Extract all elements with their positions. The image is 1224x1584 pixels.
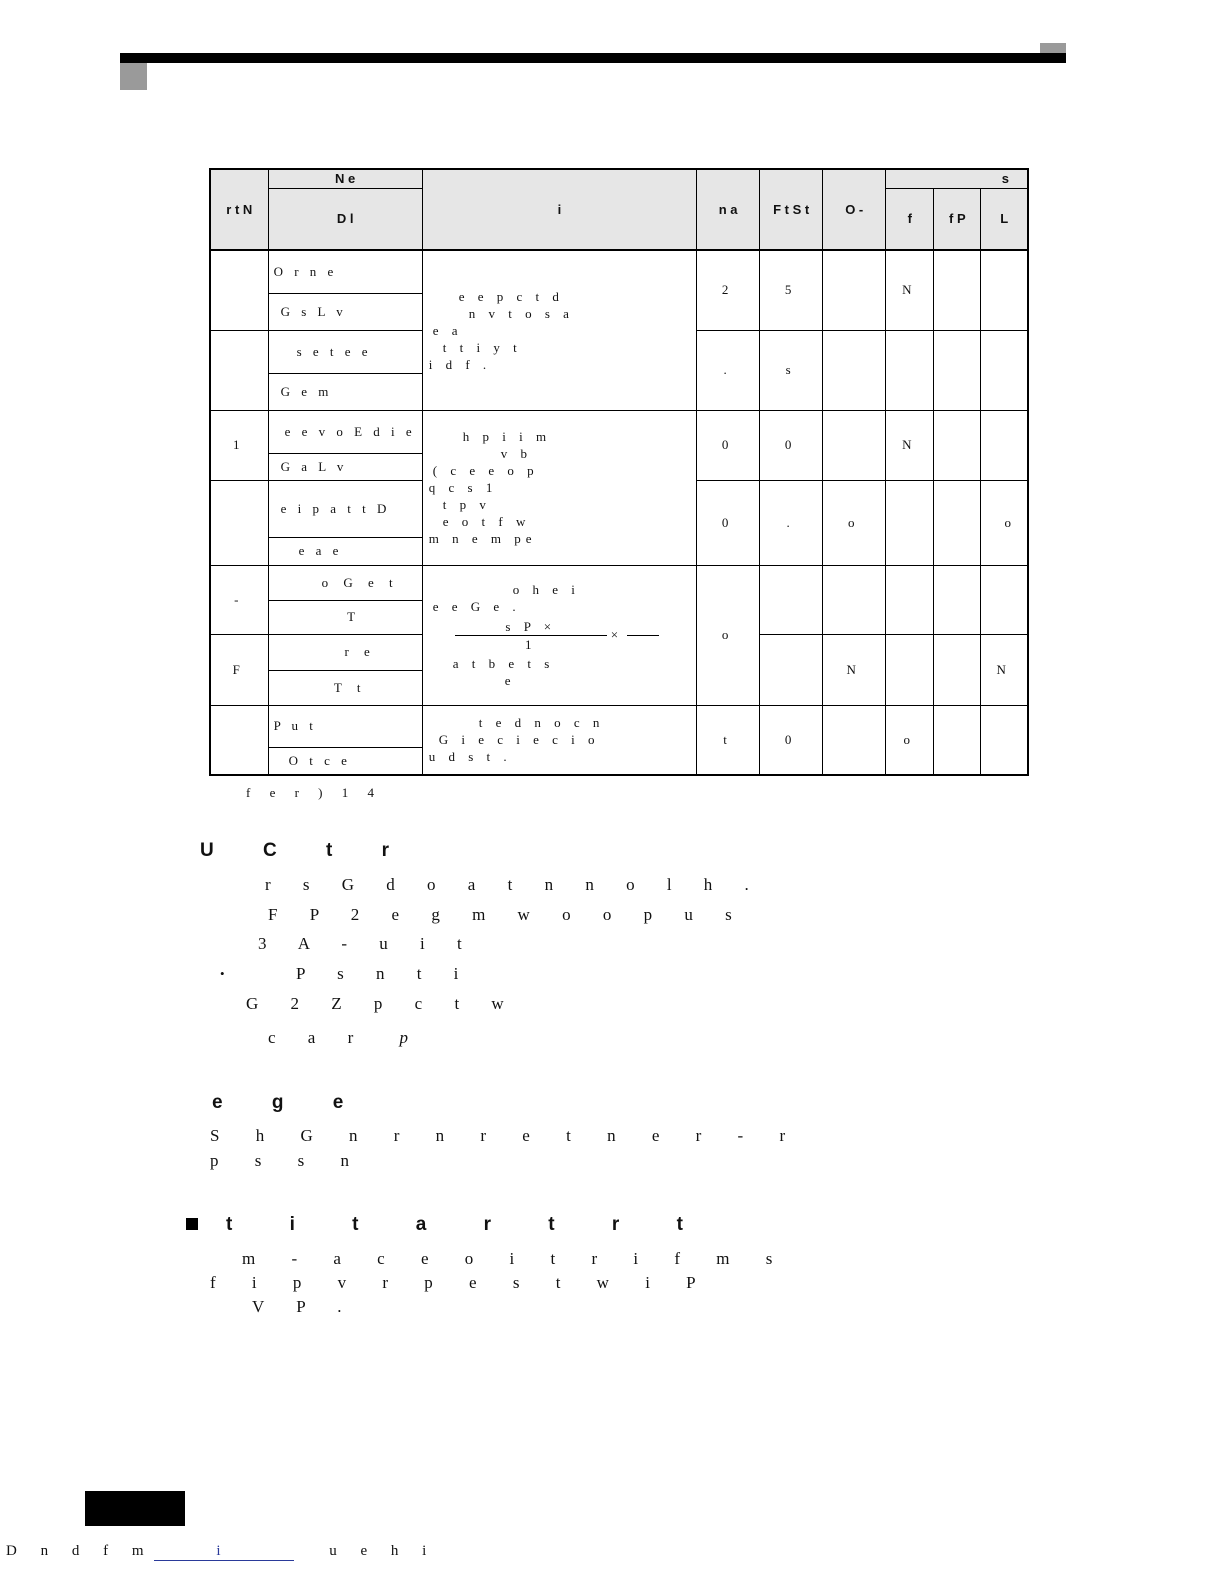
section-heading-3: t i t a r t r t [226,1214,709,1235]
desc-line: e [504,673,516,688]
header-rule [120,53,1066,63]
setting-range-cell: . [697,330,760,410]
square-bullet-icon [186,1218,198,1230]
change-during-op-cell [823,410,886,480]
formula [455,618,690,652]
setting-range-cell: o [697,565,760,705]
paragraph-text: c a r [268,1028,368,1047]
header-change-during-operation: O - [823,169,886,250]
ctrl-open-loop-cell [981,330,1028,410]
paragraph-line [268,1028,422,1048]
header-ctrl-open-loop: L [981,188,1028,250]
section-heading-1: U C t r [200,840,411,861]
ctrl-vf-cell [886,634,934,705]
header-ctrl-vf-pg: f P [934,188,981,250]
paragraph-line: F P 2 e g m w o o p u s [268,905,746,924]
paragraph-line: V P . [252,1297,356,1316]
setting-range-cell: 0 [697,480,760,565]
formula-numerator: s P × [505,619,557,634]
ctrl-vf-cell: N [886,410,934,480]
param-name-cell: o G e t [268,565,422,600]
change-during-op-cell: o [823,480,886,565]
paragraph-line: f i p v r p e s t w i P [210,1273,712,1292]
param-display-cell: G e m [268,373,422,410]
table-row [210,565,1028,600]
param-name-cell: O r n e [268,250,422,293]
ctrl-vf-cell [886,565,934,634]
ctrl-vf-pg-cell [934,705,981,775]
ctrl-open-loop-cell [981,250,1028,330]
param-no-cell: 1 [210,410,268,480]
footer-text [6,1543,436,1561]
factory-setting-cell: 0 [760,705,823,775]
paragraph-line: 3 A - u i t [258,934,476,953]
factory-setting-cell: . [760,480,823,565]
factory-setting-cell: s [760,330,823,410]
param-name-cell: P u t [268,705,422,747]
param-name-cell: s e t e e [268,330,422,373]
footer-link[interactable]: i [154,1543,294,1561]
factory-setting-cell: 0 [760,410,823,480]
setting-range-cell: 0 [697,410,760,480]
footer-text-after: u e h i [329,1543,437,1559]
desc-line: t t i y t [442,339,522,355]
change-during-op-cell [823,330,886,410]
ctrl-vf-cell: o [886,705,934,775]
desc-line: m n e m pe [428,531,537,546]
header-setting-range: n a [697,169,760,250]
param-no-cell [210,250,268,330]
desc-line: G i e c i e c i o [438,732,600,748]
param-description-cell [422,705,696,775]
desc-line: t p v [442,497,491,512]
change-during-op-cell [823,250,886,330]
header-name: N e [268,169,422,188]
ctrl-vf-cell [886,480,934,565]
desc-line: e a [432,322,463,338]
ctrl-open-loop-cell: o [981,480,1028,565]
change-during-op-cell [823,565,886,634]
header-ctrl-vf: f [886,188,934,250]
param-display-cell: T t [268,670,422,705]
desc-line: e o t f w [442,514,531,529]
paragraph-line: G 2 Z p c t w [246,994,518,1013]
paragraph-italic: p [399,1028,423,1047]
param-display-cell: G s L v [268,293,422,330]
desc-line: h p i i m [462,429,552,444]
desc-line: q c s 1 [428,480,498,495]
page-number-box [85,1491,185,1526]
desc-line: o h e i [512,582,580,597]
param-display-cell: e a e [268,537,422,565]
bullet-icon: • [220,966,225,981]
desc-line: v b [500,446,532,461]
param-no-cell: F [210,634,268,705]
factory-setting-cell: 5 [760,250,823,330]
header-tab-marker [1040,43,1066,53]
desc-line: u d s t . [428,749,512,765]
ctrl-vf-pg-cell [934,634,981,705]
table-row [210,250,1028,293]
param-display-cell: T [268,600,422,634]
table-footnote: f e r ) 1 4 [246,785,383,800]
header-control-methods: s [886,169,1028,188]
param-description-cell [422,250,696,410]
param-display-cell: O t c e [268,747,422,775]
ctrl-vf-pg-cell [934,565,981,634]
header-description: i [422,169,696,250]
ctrl-vf-pg-cell [934,250,981,330]
header-display: D l [268,188,422,250]
param-no-cell [210,480,268,565]
param-no-cell [210,330,268,410]
table-row [210,410,1028,453]
param-no-cell [210,705,268,775]
param-name-cell: r e [268,634,422,670]
param-name-cell: e i p a t t D [268,480,422,537]
chapter-tab-marker [120,63,147,90]
desc-line: a t b e t s [452,656,555,671]
param-name-cell: e e v o E d i e [268,410,422,453]
param-description-cell [422,565,696,705]
ctrl-vf-pg-cell [934,480,981,565]
ctrl-vf-cell: N [886,250,934,330]
desc-line: n v t o s a [468,305,574,321]
paragraph-line: m - a c e o i t r i f m s [242,1249,789,1268]
param-display-cell: G a L v [268,453,422,480]
table-row [210,705,1028,747]
paragraph-line: P s n t i [296,964,473,983]
ctrl-vf-pg-cell [934,410,981,480]
header-factory-setting: F t S t [760,169,823,250]
formula-times: × [610,627,624,642]
desc-line: ( c e e o p [432,463,539,478]
footer-text-before: D n d f m [6,1543,154,1559]
param-no-cell: - [210,565,268,634]
factory-setting-cell [760,634,823,705]
setting-range-cell: t [697,705,760,775]
formula-line-right [627,635,659,636]
change-during-op-cell: N [823,634,886,705]
ctrl-open-loop-cell: N [981,634,1028,705]
desc-line: i d f . [428,356,492,372]
paragraph-line: p s s n [210,1151,365,1170]
ctrl-open-loop-cell [981,705,1028,775]
param-description-cell [422,410,696,565]
ctrl-vf-cell [886,330,934,410]
ctrl-open-loop-cell [981,565,1028,634]
ctrl-vf-pg-cell [934,330,981,410]
desc-line: e e p c t d [458,288,564,304]
parameter-table [209,168,1029,776]
ctrl-open-loop-cell [981,410,1028,480]
factory-setting-cell [760,565,823,634]
desc-line: t e d n o c n [478,715,605,731]
change-during-op-cell [823,705,886,775]
paragraph-line: S h G n r n r e t n e r - r [210,1126,802,1145]
header-param-no: r t N [210,169,268,250]
setting-range-cell: 2 [697,250,760,330]
formula-denominator: 1 [524,637,537,652]
desc-line: e e G e . [432,599,521,614]
paragraph-line: r s G d o a t n n o l h . [265,875,763,894]
section-heading-2: e g e [212,1092,366,1113]
